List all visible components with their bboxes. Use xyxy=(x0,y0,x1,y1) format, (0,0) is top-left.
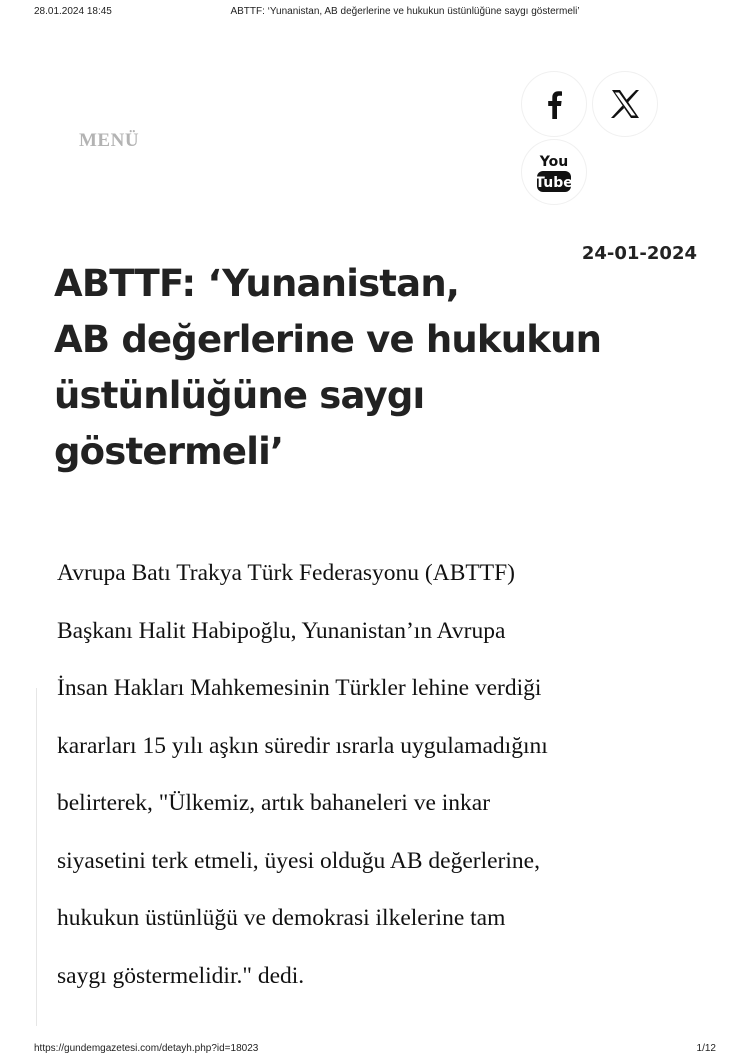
facebook-link[interactable] xyxy=(522,72,586,136)
print-document-title: ABTTF: ‘Yunanistan, AB değerlerine ve hukukun üstünlüğüne saygı göstermeli’ xyxy=(230,6,580,17)
divider xyxy=(36,688,37,1026)
article-body xyxy=(57,545,717,1005)
youtube-bottom-text: Tube xyxy=(535,175,573,191)
page-number: 1/12 xyxy=(696,1043,716,1054)
youtube-top-text: You xyxy=(539,154,569,170)
x-twitter-icon xyxy=(607,86,643,122)
headline-line: ABTTF: ‘Yunanistan, xyxy=(54,262,460,305)
print-url: https://gundemgazetesi.com/detayh.php?id=18023 xyxy=(34,1043,259,1054)
print-timestamp: 28.01.2024 18:45 xyxy=(34,6,112,17)
body-line: belirterek, "Ülkemiz, artık bahaneleri ve inkar xyxy=(57,790,491,816)
body-line: İnsan Hakları Mahkemesinin Türkler lehine verdiği xyxy=(57,675,542,701)
youtube-link[interactable] xyxy=(522,140,586,204)
body-line: saygı göstermelidir." dedi. xyxy=(57,962,305,989)
print-footer xyxy=(0,1036,750,1062)
article-date: 24-01-2024 xyxy=(581,243,697,264)
body-line: Avrupa Batı Trakya Türk Federasyonu (ABTTF) xyxy=(57,560,515,586)
body-line: kararları 15 yılı aşkın süredir ısrarla uygulamadığını xyxy=(57,732,548,759)
body-line: hukukun üstünlüğü ve demokrasi ilkelerine tam xyxy=(57,905,506,931)
headline-line: AB değerlerine ve hukukun xyxy=(54,318,602,361)
body-line: Başkanı Halit Habipoğlu, Yunanistan’ın Avrupa xyxy=(57,617,506,644)
article-headline xyxy=(54,256,694,480)
facebook-icon xyxy=(543,89,565,119)
menu-button[interactable]: MENÜ xyxy=(79,130,140,151)
print-header xyxy=(0,0,750,24)
x-link[interactable] xyxy=(593,72,657,136)
youtube-icon xyxy=(534,150,574,194)
headline-line: göstermeli’ xyxy=(54,430,284,473)
headline-line: üstünlüğüne saygı xyxy=(54,374,425,417)
body-line: siyasetini terk etmeli, üyesi olduğu AB değerlerine, xyxy=(57,847,540,874)
